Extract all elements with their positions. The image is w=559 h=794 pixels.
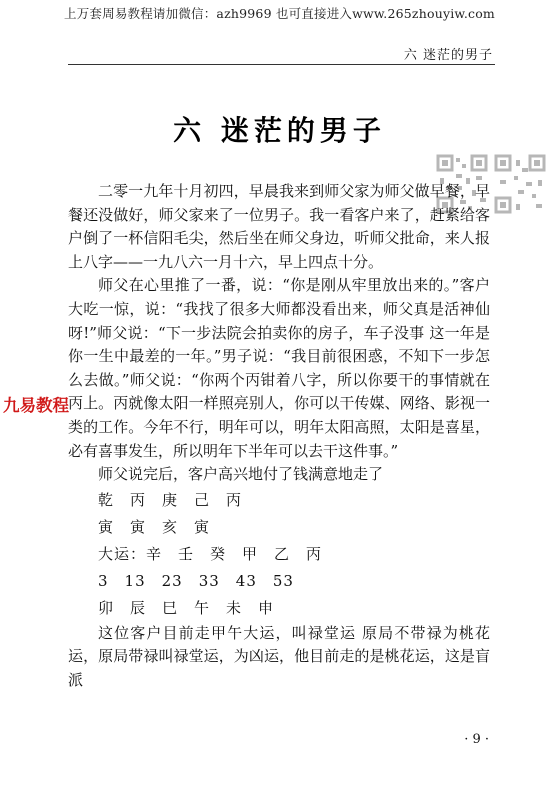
header-rule (68, 64, 495, 65)
page-number: · 9 · (464, 732, 489, 747)
paragraph-reading: 师父在心里推了一番，说：“你是刚从牢里放出来的。”客户大吃一惊，说：“我找了很多大师都没看出来，师父真是活神仙呀!”师父说：“下一步法院会拍卖你的房子，车子没事 这一年是你一生中最差的一年。”男子说：“我目前很困惑，不知下一步怎么去做。”师父说：“你两个丙钳着八字，所以你要干的事情就在丙上。丙就像太阳一样照亮别人，你可以干传媒、网络、影视一类的工作。今年不行，明年可以，明年太阳高照，太阳是喜星，必有喜事发生，所以明年下半年可以去干这件事。” (68, 276, 490, 460)
chapter-title: 六 迷茫的男子 (173, 114, 386, 147)
body-text (68, 180, 490, 693)
dayun-age-row: 3 13 23 33 43 53 (98, 571, 294, 590)
paragraph-analysis: 这位客户目前走甲午大运，叫禄堂运 原局不带禄为桃花运，原局带禄叫禄堂运，为凶运，他目前走的是桃花运，这是盲派 (68, 623, 490, 689)
running-head: 六 迷茫的男子 (403, 48, 493, 63)
qr-code-icon (494, 154, 546, 214)
bazi-qian-row: 乾 丙 庚 己 丙 (98, 490, 243, 509)
paragraph-departure: 师父说完后，客户高兴地付了钱满意地走了 (98, 465, 384, 484)
watermark-banner: 上万套周易教程请加微信：azh9969 也可直接进入www.265zhouyiw.com (64, 6, 495, 21)
dayun-row: 大运：辛 壬 癸 甲 乙 丙 (98, 544, 323, 563)
paragraph-opening: 二零一九年十月初四，早晨我来到师父家为师父做早餐，早餐还没做好，师父家来了一位男子。我一看客户来了，赶紧给客户倒了一杯信阳毛尖，然后坐在师父身边，听师父批命，来人报上八字——一九八六一月十六，早上四点十分。 (68, 182, 490, 271)
dayun-branch-row: 卯 辰 巳 午 未 申 (98, 598, 275, 617)
bazi-branch-row: 寅 寅 亥 寅 (98, 517, 211, 536)
side-ad-label: 九易教程 (3, 396, 69, 415)
